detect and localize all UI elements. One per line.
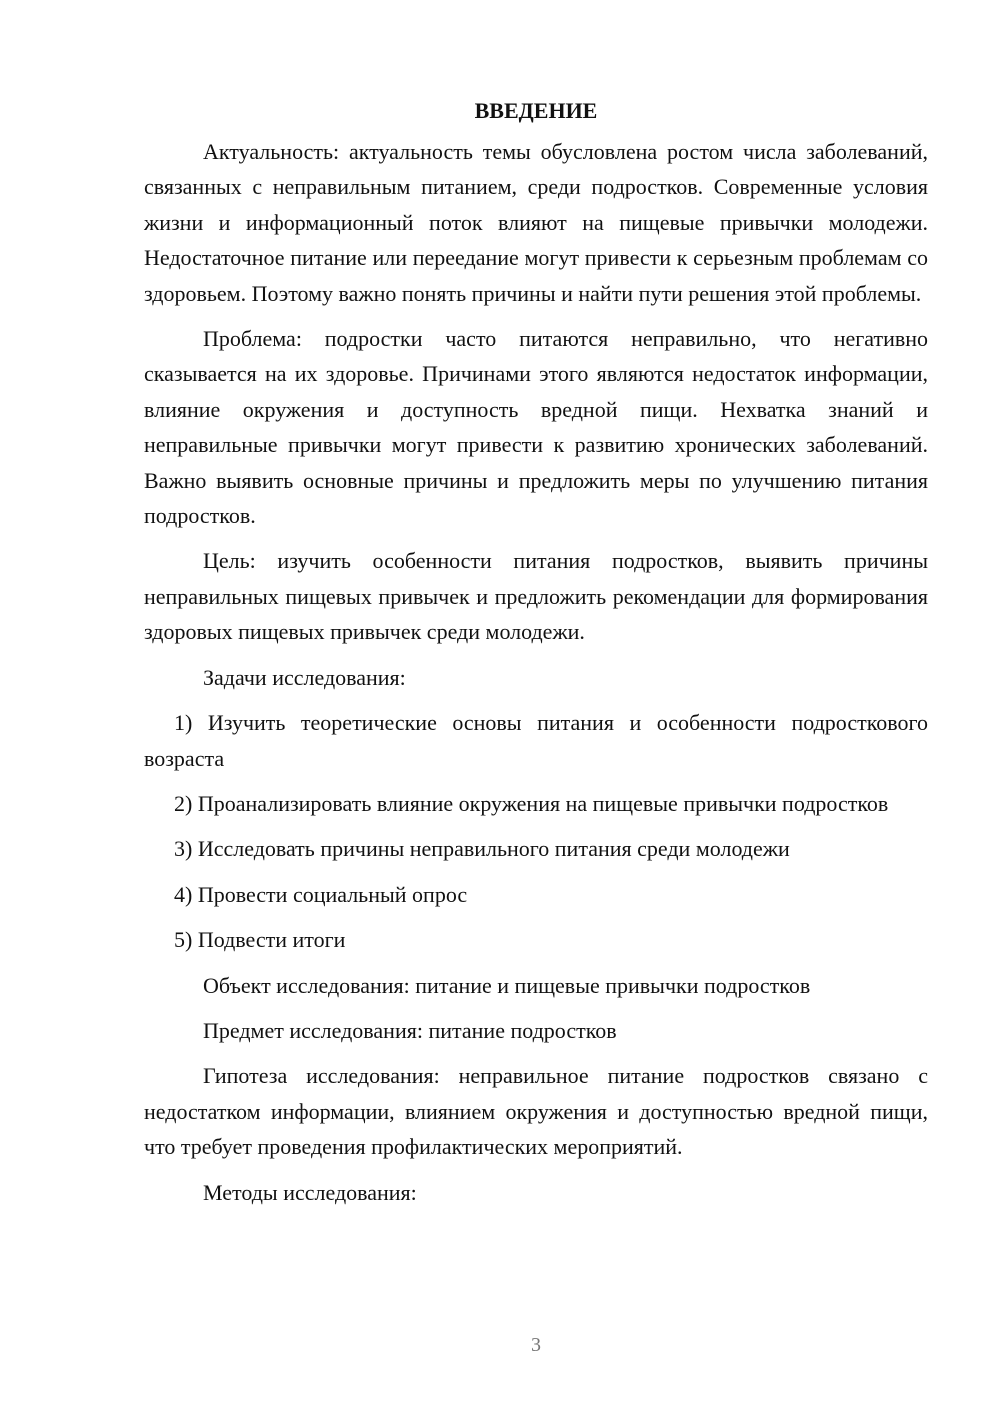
page-number: 3 xyxy=(531,1334,541,1356)
problem-paragraph: Проблема: подростки часто питаются неправильно, что негативно сказывается на их здоровье. Причинами этого являются недостаток информации, влияние окружения и доступность вредной пищи. Нехватка знаний и неправильные привычки могут привести к развитию хронических заболеваний. Важно выявить основные причины и предложить меры по улучшению питания подростков. xyxy=(144,326,928,529)
page-content xyxy=(144,96,928,1220)
task-item-3: 3) Исследовать причины неправильного питания среди молодежи xyxy=(174,836,790,862)
research-subject: Предмет исследования: питание подростков xyxy=(203,1017,617,1043)
tasks-title: Задачи исследования: xyxy=(203,664,406,690)
research-object: Объект исследования: питание и пищевые привычки подростков xyxy=(203,972,811,998)
research-hypothesis: Гипотеза исследования: неправильное питание подростков связано с недостатком информации, влиянием окружения и доступностью вредной пищи, что требует проведения профилактических мероприятий. xyxy=(144,1063,928,1160)
section-heading: ВВЕДЕНИЕ xyxy=(474,98,598,123)
goal-paragraph: Цель: изучить особенности питания подростков, выявить причины неправильных пищевых привычек и предложить рекомендации для формирования здоровых пищевых привычек среди молодежи. xyxy=(144,548,928,645)
research-methods: Методы исследования: xyxy=(203,1179,417,1205)
task-item-5: 5) Подвести итоги xyxy=(174,927,346,953)
task-item-2: 2) Проанализировать влияние окружения на пищевые привычки подростков xyxy=(174,790,889,816)
relevance-paragraph: Актуальность: актуальность темы обусловлена ростом числа заболеваний, связанных с неправильным питанием, среди подростков. Современные условия жизни и информационный поток влияют на пищевые привычки молодежи. Недостаточное питание или переедание могут привести к серьезным проблемам со здоровьем. Поэтому важно понять причины и найти пути решения этой проблемы. xyxy=(144,139,928,306)
task-item-4: 4) Провести социальный опрос xyxy=(174,881,468,907)
task-item-1: 1) Изучить теоретические основы питания и особенности подросткового возраста xyxy=(144,710,928,771)
